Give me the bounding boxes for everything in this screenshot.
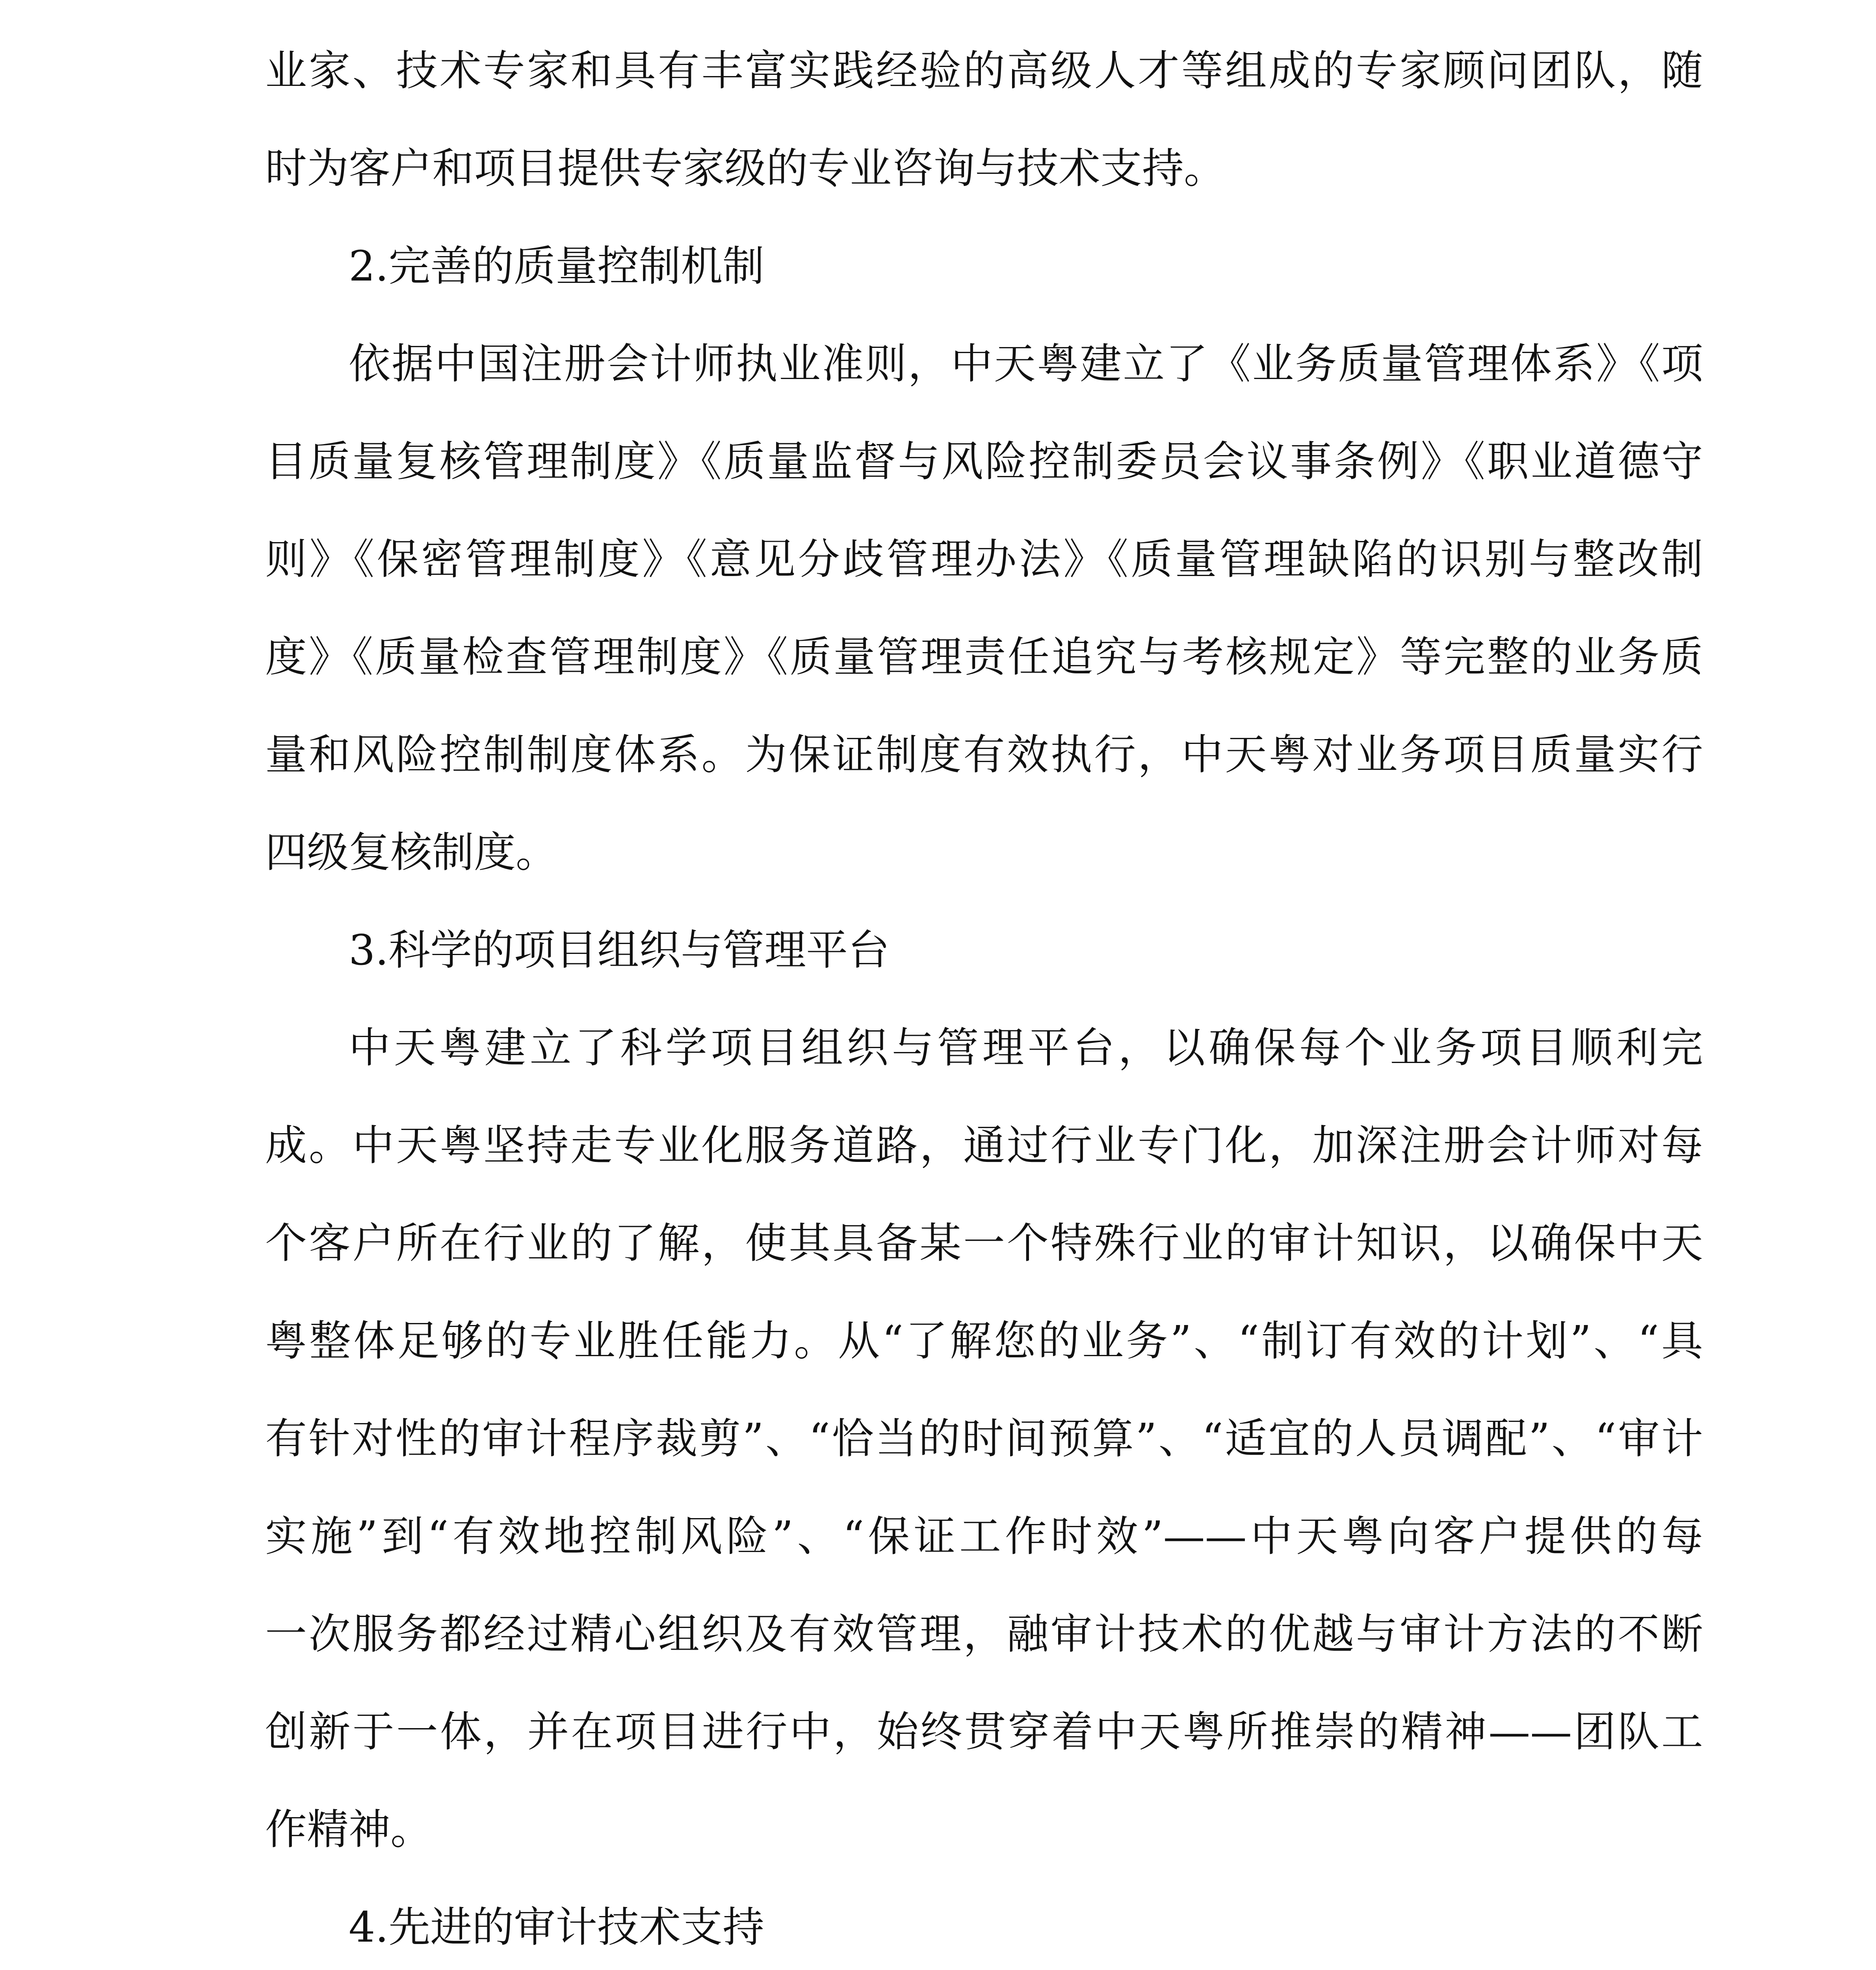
section-heading: 2.完善的质量控制机制 (349, 242, 765, 290)
body-line: 时为客户和项目提供专家级的专业咨询与技术支持。 (265, 144, 1226, 193)
body-line: 成。中天粤坚持走专业化服务道路，通过行业专门化，加深注册会计师对每 (265, 1121, 1703, 1170)
body-line: 创新于一体，并在项目进行中，始终贯穿着中天粤所推崇的精神——团队工 (265, 1708, 1703, 1756)
document-body (265, 0, 1703, 1970)
body-line: 中天粤建立了科学项目组织与管理平台，以确保每个业务项目顺利完 (349, 1024, 1703, 1072)
body-line: 度》《质量检查管理制度》《质量管理责任追究与考核规定》等完整的业务质 (265, 633, 1703, 681)
body-line: 作精神。 (265, 1805, 432, 1854)
body-line: 量和风险控制制度体系。为保证制度有效执行，中天粤对业务项目质量实行 (265, 730, 1703, 779)
body-line: 有针对性的审计程序裁剪”、“恰当的时间预算”、“适宜的人员调配”、“审计 (265, 1414, 1703, 1463)
body-line: 则》《保密管理制度》《意见分歧管理办法》《质量管理缺陷的识别与整改制 (265, 535, 1703, 584)
body-line: 个客户所在行业的了解，使其具备某一个特殊行业的审计知识，以确保中天 (265, 1219, 1703, 1267)
body-line: 目质量复核管理制度》《质量监督与风险控制委员会议事条例》《职业道德守 (265, 437, 1703, 486)
section-heading: 4.先进的审计技术支持 (349, 1903, 765, 1951)
section-heading: 3.科学的项目组织与管理平台 (349, 926, 890, 974)
body-line: 业家、技术专家和具有丰富实践经验的高级人才等组成的专家顾问团队，随 (265, 46, 1703, 95)
body-line: 一次服务都经过精心组织及有效管理，融审计技术的优越与审计方法的不断 (265, 1610, 1703, 1658)
body-line: 四级复核制度。 (265, 828, 557, 877)
body-line: 实施”到“有效地控制风险”、“保证工作时效”——中天粤向客户提供的每 (265, 1512, 1703, 1561)
body-line: 依据中国注册会计师执业准则，中天粤建立了《业务质量管理体系》《项 (349, 340, 1703, 388)
body-line: 粤整体足够的专业胜任能力。从“了解您的业务”、“制订有效的计划”、“具 (265, 1317, 1703, 1365)
